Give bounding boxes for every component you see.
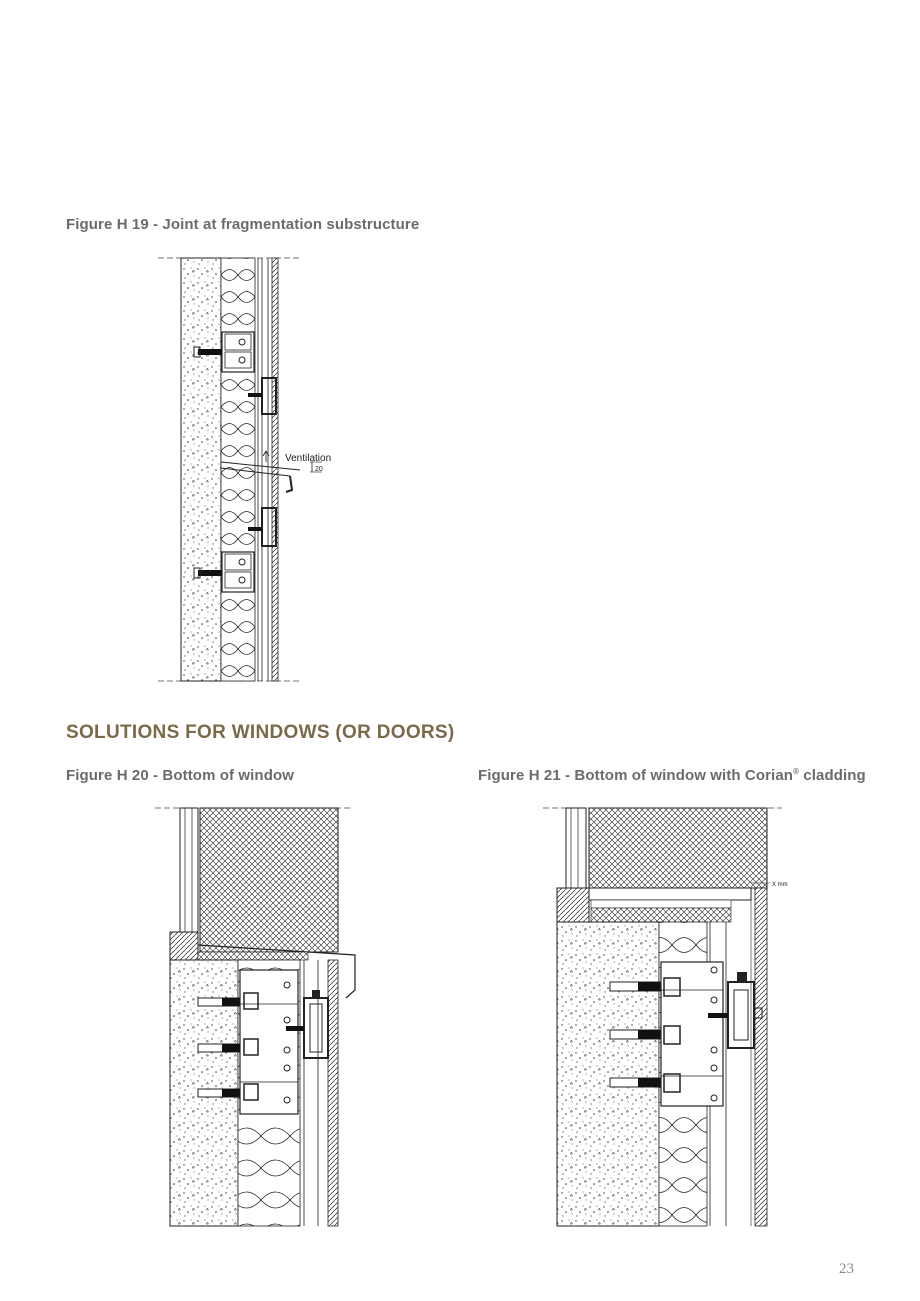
figure-h21-caption-main: Figure H 21 - Bottom of window with Corian	[478, 767, 794, 784]
figure-h19-caption: Figure H 19 - Joint at fragmentation substructure	[66, 216, 420, 233]
figure-h19-drawing	[158, 258, 331, 681]
x-mm-dimension-label: X mm	[772, 882, 788, 888]
figure-h20-caption: Figure H 20 - Bottom of window	[66, 767, 294, 784]
gap-dimension-label: 20	[315, 466, 323, 473]
section-heading: SOLUTIONS FOR WINDOWS (OR DOORS)	[66, 722, 455, 743]
ventilation-label: Ventilation	[285, 453, 332, 464]
figure-h21-drawing	[543, 808, 788, 1226]
page-number: 23	[839, 1261, 854, 1277]
figure-h20-drawing	[155, 808, 355, 1226]
figure-h21-caption-tail: cladding	[799, 767, 866, 784]
registered-mark: ®	[793, 767, 800, 776]
